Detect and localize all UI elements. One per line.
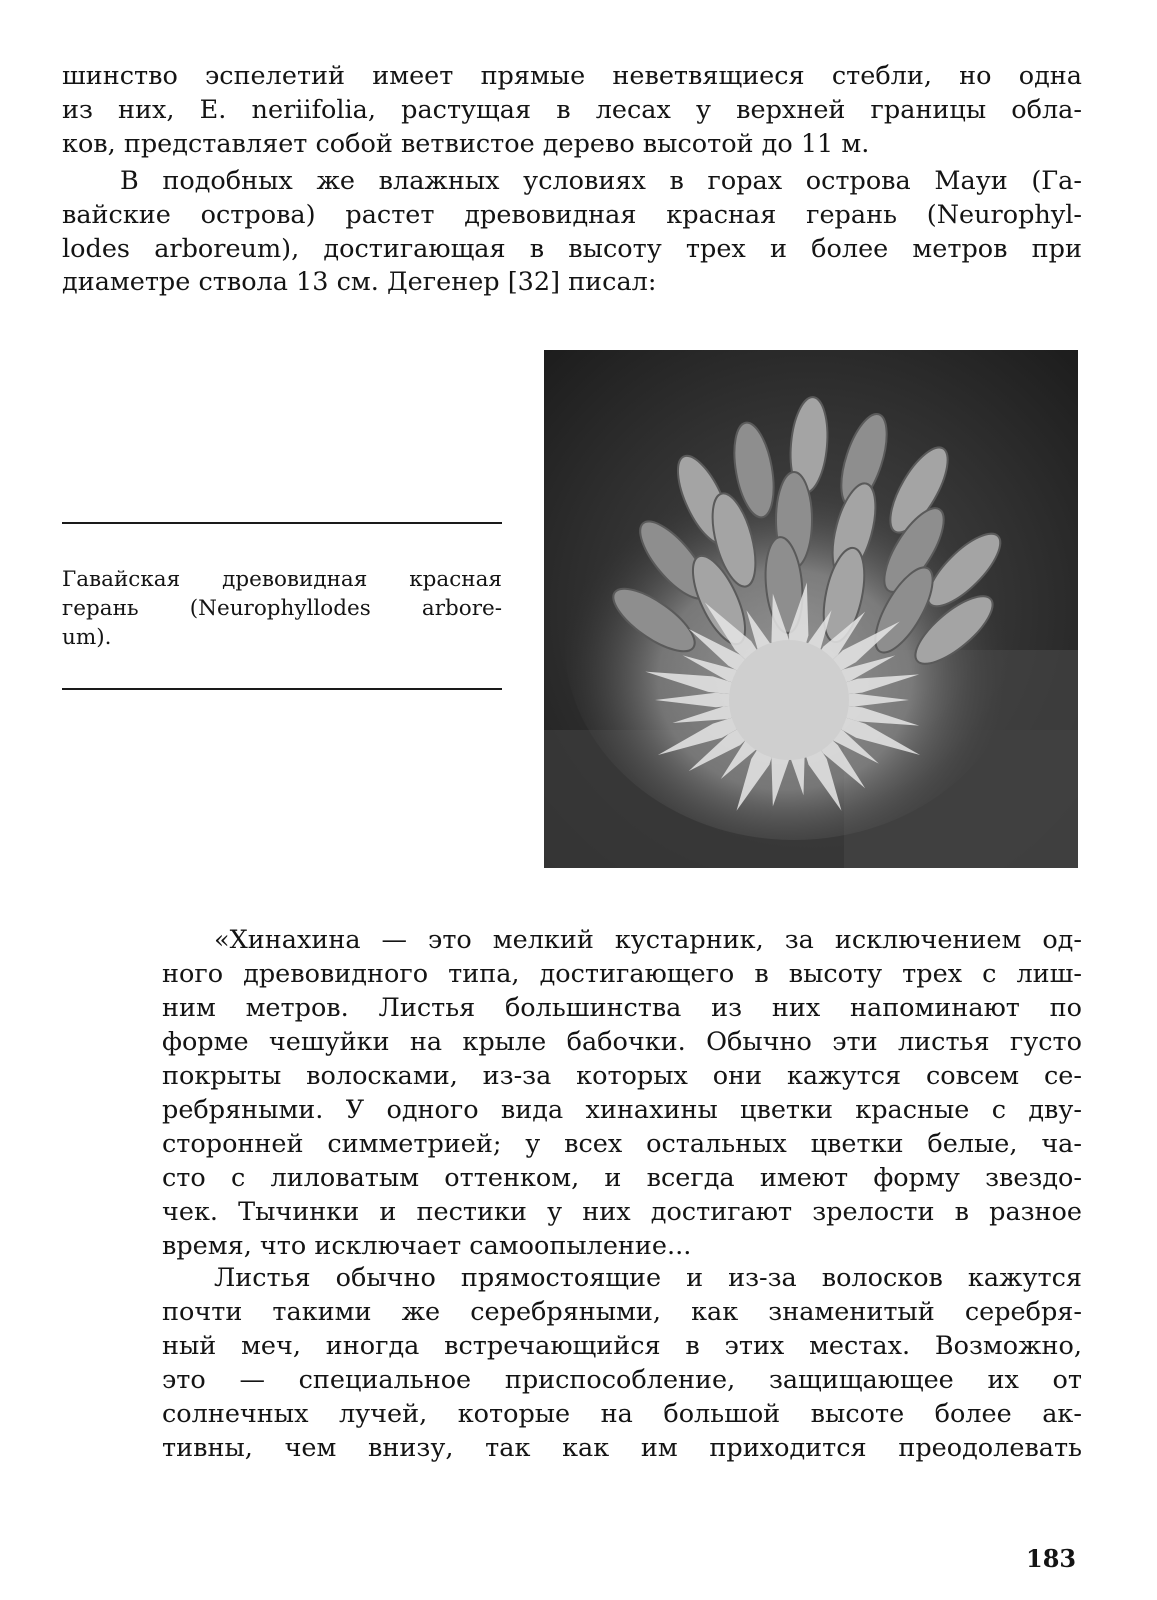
text-line: lodes arboreum), достигающая в высоту трех и более метров при [62,234,1082,264]
text-line: диаметре ствола 13 см. Дегенер [32] писал: [62,267,657,297]
text-line: это — специальное приспособление, защищающее их от [162,1365,1082,1395]
text-line: время, что исключает самоопыление... [162,1231,692,1261]
text-line: форме чешуйки на крыле бабочки. Обычно эти листья густо [162,1027,1082,1057]
text-line: сто с лиловатым оттенком, и всегда имеют форму звездо- [162,1163,1082,1193]
caption-rule-bottom [62,688,502,690]
text-line: вайские острова) растет древовидная красная герань (Neurophyl- [62,200,1082,230]
text-line: ребряными. У одного вида хинахины цветки красные с дву- [162,1095,1082,1125]
page-number: 183 [1026,1544,1077,1573]
text-line: сторонней симметрией; у всех остальных цветки белые, ча- [162,1129,1082,1159]
rosette-center [729,640,849,760]
text-line: из них, E. neriifolia, растущая в лесах у верхней границы обла- [62,95,1082,125]
text-line: ного древовидного типа, достигающего в высоту трех с лиш- [162,959,1082,989]
text-line: солнечных лучей, которые на большой высоте более ак- [162,1399,1082,1429]
text-line: «Хинахина — это мелкий кустарник, за исключением од- [214,925,1082,955]
text-line: покрыты волосками, из-за которых они кажутся совсем се- [162,1061,1082,1091]
text-line: почти такими же серебряными, как знаменитый серебря- [162,1297,1082,1327]
text-line: Листья обычно прямостоящие и из-за волосков кажутся [214,1263,1082,1293]
caption-line: герань (Neurophyllodes arbore- [62,596,502,621]
text-line: чек. Тычинки и пестики у них достигают зрелости в разное [162,1197,1082,1227]
text-line: В подобных же влажных условиях в горах острова Мауи (Га- [120,166,1082,196]
caption-line: um). [62,625,112,650]
text-line: тивны, чем внизу, так как им приходится преодолевать [162,1433,1082,1463]
text-line: ков, представляет собой ветвистое дерево высотой до 11 м. [62,129,870,159]
caption-rule-top [62,522,502,524]
caption-line: Гавайская древовидная красная [62,567,502,592]
text-line: ним метров. Листья большинства из них напоминают по [162,993,1082,1023]
plant-photograph [544,350,1078,868]
text-line: ный меч, иногда встречающийся в этих местах. Возможно, [162,1331,1082,1361]
text-line: шинство эспелетий имеет прямые неветвящиеся стебли, но одна [62,61,1082,91]
